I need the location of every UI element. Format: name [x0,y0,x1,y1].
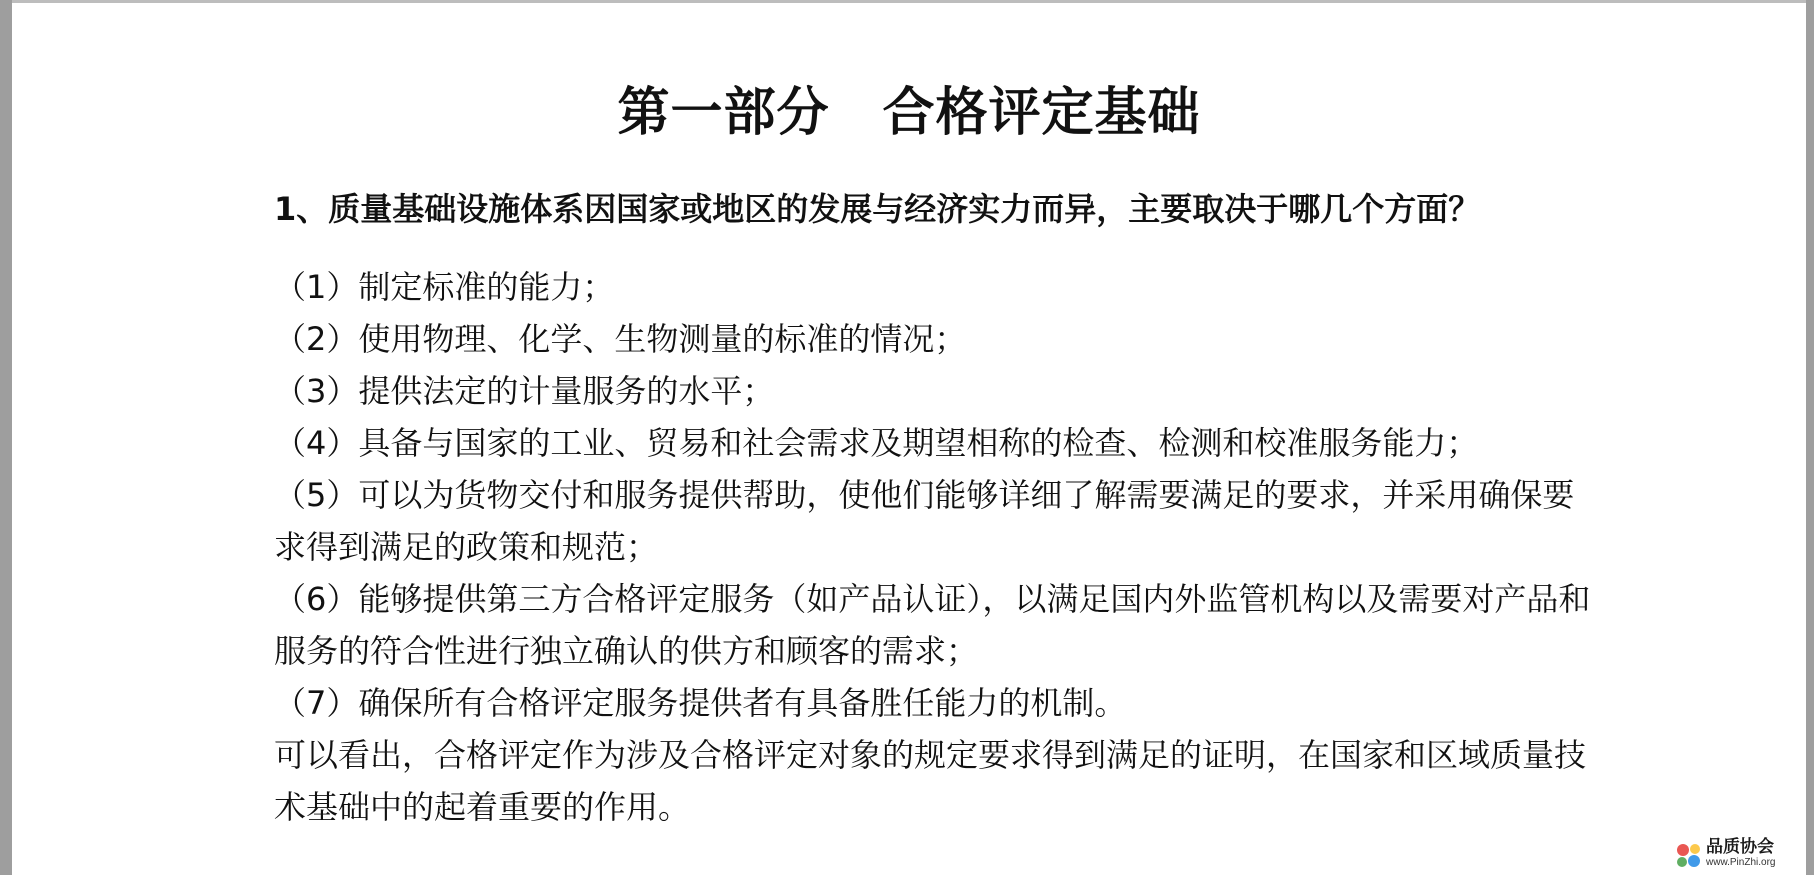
conclusion-paragraph: 可以看出，合格评定作为涉及合格评定对象的规定要求得到满足的证明，在国家和区域质量技术基础中的起着重要的作用。 [274,736,1587,826]
answer-item-7: （7）确保所有合格评定服务提供者有具备胜任能力的机制。 [274,684,1127,722]
answer-item-4: （4）具备与国家的工业、贸易和社会需求及期望相称的检查、检测和校准服务能力； [274,424,1479,462]
slide-title: 第一部分 合格评定基础 [617,83,1201,143]
answer-item-1: （1）制定标准的能力； [274,268,615,306]
left-scroll-gutter [0,0,12,875]
answer-item-6: （6）能够提供第三方合格评定服务（如产品认证），以满足国内外监管机构以及需要对产品和服务的符合性进行独立确认的供方和顾客的需求； [274,580,1591,670]
answer-body [274,261,1594,833]
slide-page [12,3,1806,875]
question-heading: 1、质量基础设施体系因国家或地区的发展与经济实力而异，主要取决于哪几个方面？ [274,190,1481,228]
watermark-url: www.PinZhi.org [1706,857,1776,868]
answer-item-5: （5）可以为货物交付和服务提供帮助，使他们能够详细了解需要满足的要求，并采用确保要求得到满足的政策和规范； [274,476,1575,566]
watermark-logo [1674,837,1794,871]
answer-item-2: （2）使用物理、化学、生物测量的标准的情况； [274,320,967,358]
watermark-name: 品质协会 [1706,837,1774,857]
answer-item-3: （3）提供法定的计量服务的水平； [274,372,775,410]
right-scroll-gutter [1806,0,1814,875]
pinzhi-logo-icon [1674,841,1704,869]
